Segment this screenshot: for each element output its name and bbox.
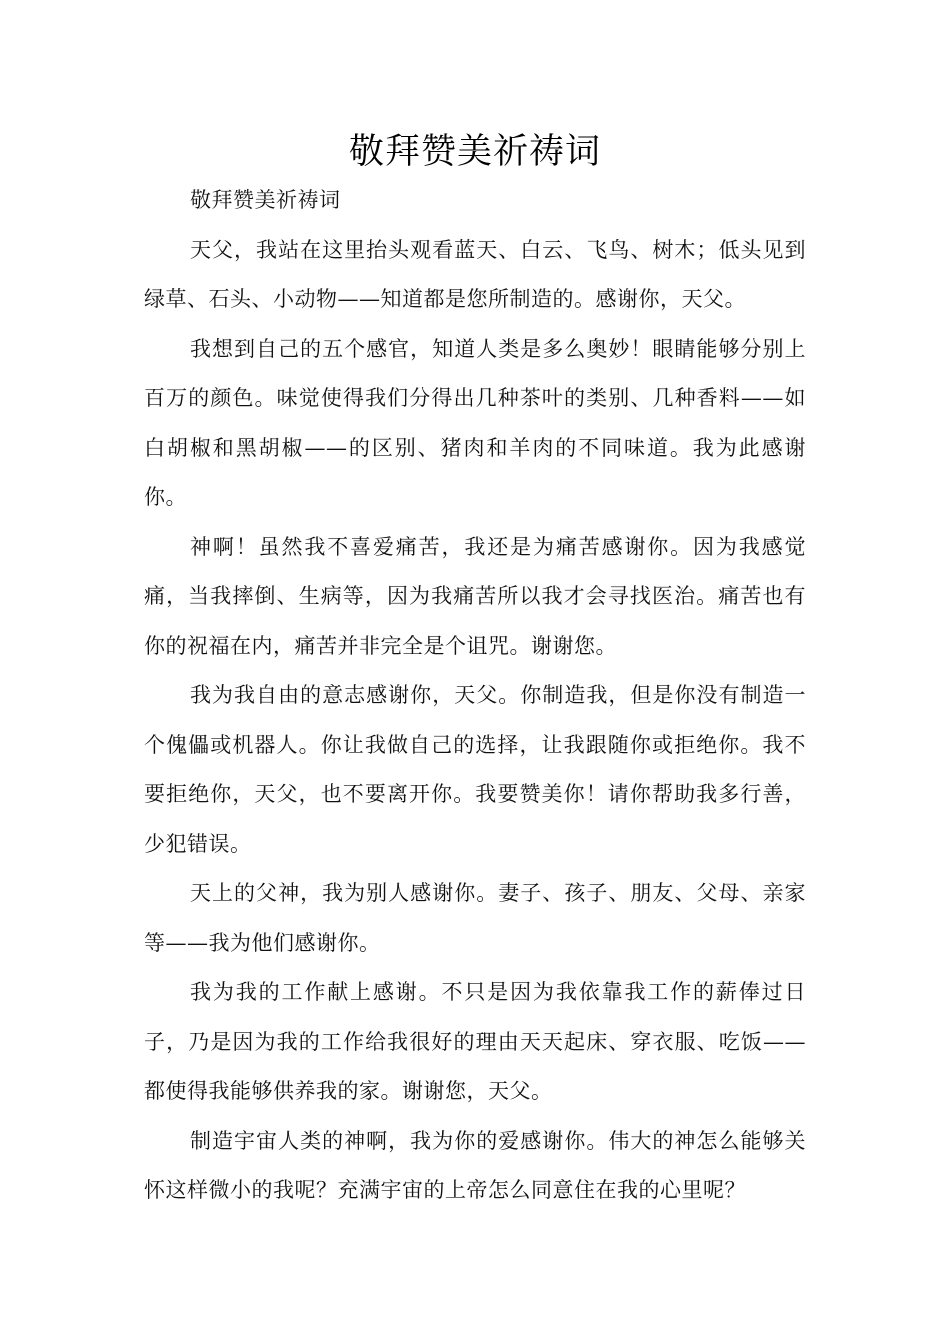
paragraph: 制造宇宙人类的神啊，我为你的爱感谢你。伟大的神怎么能够关怀这样微小的我呢？充满宇宙的上帝怎么同意住在我的心里呢？ [144, 1128, 806, 1202]
paragraph: 天上的父神，我为别人感谢你。妻子、孩子、朋友、父母、亲家等——我为他们感谢你。 [144, 881, 806, 955]
paragraph: 我为我自由的意志感谢你，天父。你制造我，但是你没有制造一个傀儡或机器人。你让我做自己的选择，让我跟随你或拒绝你。我不要拒绝你，天父，也不要离开你。我要赞美你！请你帮助我多行善，少犯错误。 [144, 683, 806, 856]
paragraph: 天父，我站在这里抬头观看蓝天、白云、飞鸟、树木；低头见到绿草、石头、小动物——知道都是您所制造的。感谢你，天父。 [144, 237, 806, 311]
document-body [144, 176, 806, 1216]
paragraph: 我想到自己的五个感官，知道人类是多么奥妙！眼睛能够分别上百万的颜色。味觉使得我们分得出几种茶叶的类别、几种香料——如白胡椒和黑胡椒——的区别、猪肉和羊肉的不同味道。我为此感谢你。 [144, 336, 806, 509]
paragraph: 神啊！虽然我不喜爱痛苦，我还是为痛苦感谢你。因为我感觉痛，当我摔倒、生病等，因为我痛苦所以我才会寻找医治。痛苦也有你的祝福在内，痛苦并非完全是个诅咒。谢谢您。 [144, 534, 806, 658]
document-title: 敬拜赞美祈祷词 [348, 132, 601, 172]
paragraph-subtitle: 敬拜赞美祈祷词 [190, 188, 341, 212]
paragraph: 我为我的工作献上感谢。不只是因为我依靠我工作的薪俸过日子，乃是因为我的工作给我很好的理由天天起床、穿衣服、吃饭——都使得我能够供养我的家。谢谢您，天父。 [144, 980, 806, 1103]
